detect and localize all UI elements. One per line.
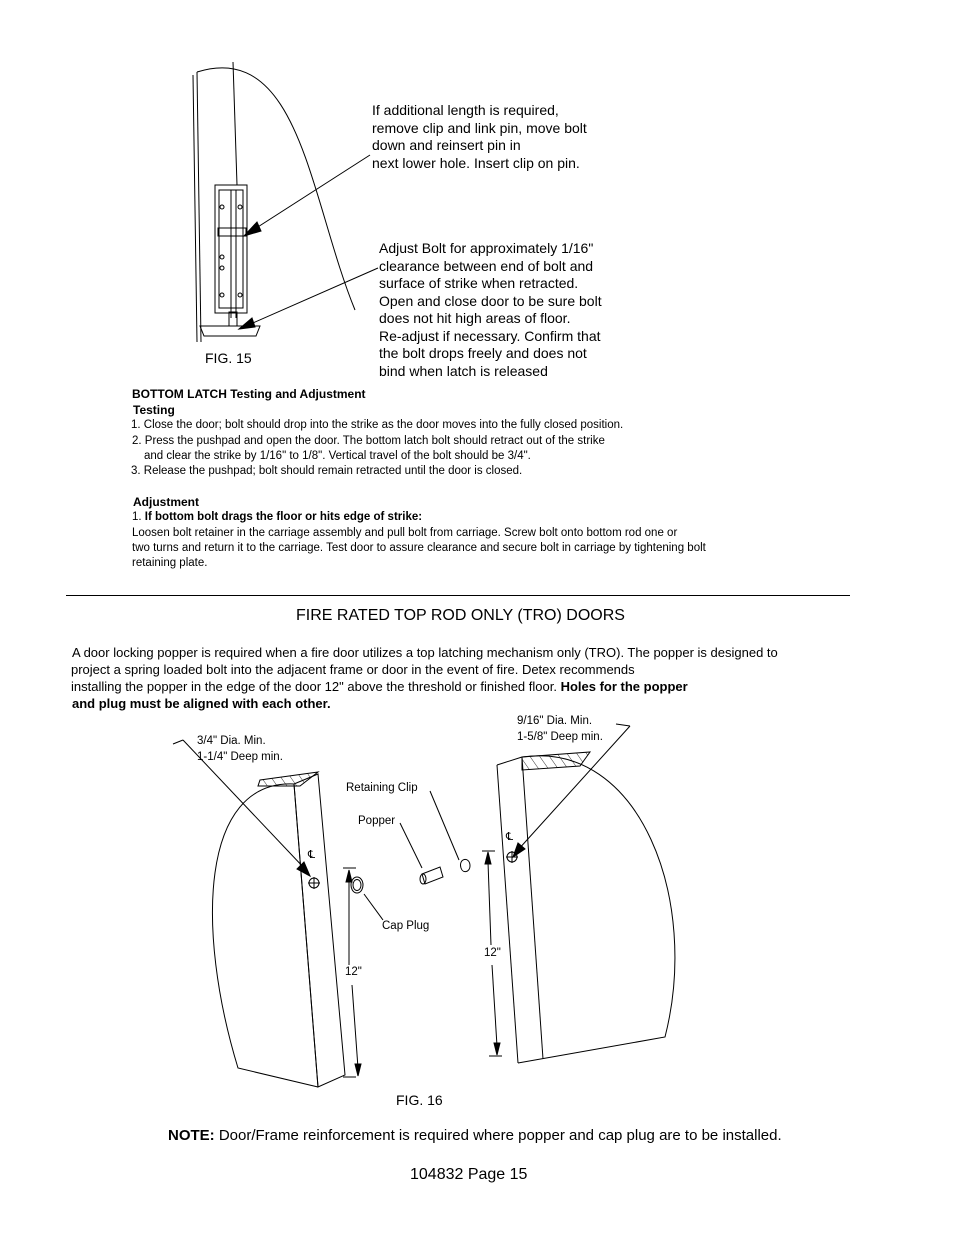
tro-bold: and plug must be aligned with each other. [72,696,331,711]
adjustment-heading: Adjustment [133,495,199,509]
bottom-latch-heading: BOTTOM LATCH Testing and Adjustment [132,387,366,401]
testing-step: 3. Release the pushpad; bolt should remain retracted until the door is closed. [131,465,523,477]
page-footer: 104832 Page 15 [410,1166,528,1183]
tro-para-line: A door locking popper is required when a fire door utilizes a top latching mechanism only (TRO). The popper is designed to [72,645,778,660]
tro-para-line: installing the popper in the edge of the door 12" above the threshold or finished floor. [71,679,561,694]
adjustment-num: 1. [132,511,145,523]
callout-line: bind when latch is released [379,362,548,379]
cap-plug-label: Cap Plug [382,920,430,932]
tro-para-line: project a spring loaded bolt into the adjacent frame or door in the event of fire. Detex recommends [71,662,635,677]
testing-step: and clear the strike by 1/16" to 1/8". Vertical travel of the bolt should be 3/4". [144,450,531,462]
adjustment-line: two turns and return it to the carriage. Test door to assure clearance and secure bolt in carriage by tightening bolt [132,542,706,554]
callout-line: clearance between end of bolt and [379,257,594,274]
fig15-caption: FIG. 15 [205,350,252,366]
left-hole-spec [197,733,283,765]
callout-line: Open and close door to be sure bolt [379,292,602,309]
popper-label: Popper [358,815,396,827]
testing-heading: Testing [133,403,175,417]
centerline-mark-left: ℄ [308,849,316,861]
tro-bold: Holes for the popper [560,679,688,694]
testing-step: 2. Press the pushpad and open the door. The bottom latch bolt should retract out of the strike [132,435,605,447]
callout-line: remove clip and link pin, move bolt [372,119,587,136]
callout-line: Re-adjust if necessary. Confirm that [379,327,601,344]
note-text: Door/Frame reinforcement is required where popper and cap plug are to be installed. [214,1127,782,1144]
callout-line: surface of strike when retracted. [379,275,579,291]
callout-line: Adjust Bolt for approximately 1/16" [379,240,594,256]
callout-line: next lower hole. Insert clip on pin. [372,154,580,171]
left-hole-dia: 3/4" Dia. Min. [197,735,266,747]
callout-line: down and reinsert pin in [372,137,521,153]
right-hole-depth: 1-5/8" Deep min. [517,731,603,743]
retaining-clip-label: Retaining Clip [346,782,418,794]
adjustment-line: retaining plate. [132,557,208,569]
dim-right-label: 12" [484,947,501,959]
right-hole-dia: 9/16" Dia. Min. [517,715,593,727]
tro-title: FIRE RATED TOP ROD ONLY (TRO) DOORS [296,607,625,624]
dim-left-label: 12" [345,966,362,978]
testing-step: 1. Close the door; bolt should drop into the strike as the door moves into the fully closed position. [131,419,624,431]
fig16-caption: FIG. 16 [396,1092,443,1108]
adjustment-bold: If bottom bolt drags the floor or hits edge of strike: [144,511,423,523]
note [168,1127,782,1144]
left-hole-depth: 1-1/4" Deep min. [197,751,283,763]
callout-line: does not hit high areas of floor. [379,310,571,326]
note-label: NOTE: [168,1127,215,1144]
callout-line: the bolt drops freely and does not [379,345,587,361]
adjustment-line: Loosen bolt retainer in the carriage assembly and pull bolt from carriage. Screw bolt onto bottom rod one or [132,527,678,539]
callout-line: If additional length is required, [372,102,559,118]
right-hole-spec [517,713,603,745]
centerline-mark-right: ℄ [506,831,514,843]
